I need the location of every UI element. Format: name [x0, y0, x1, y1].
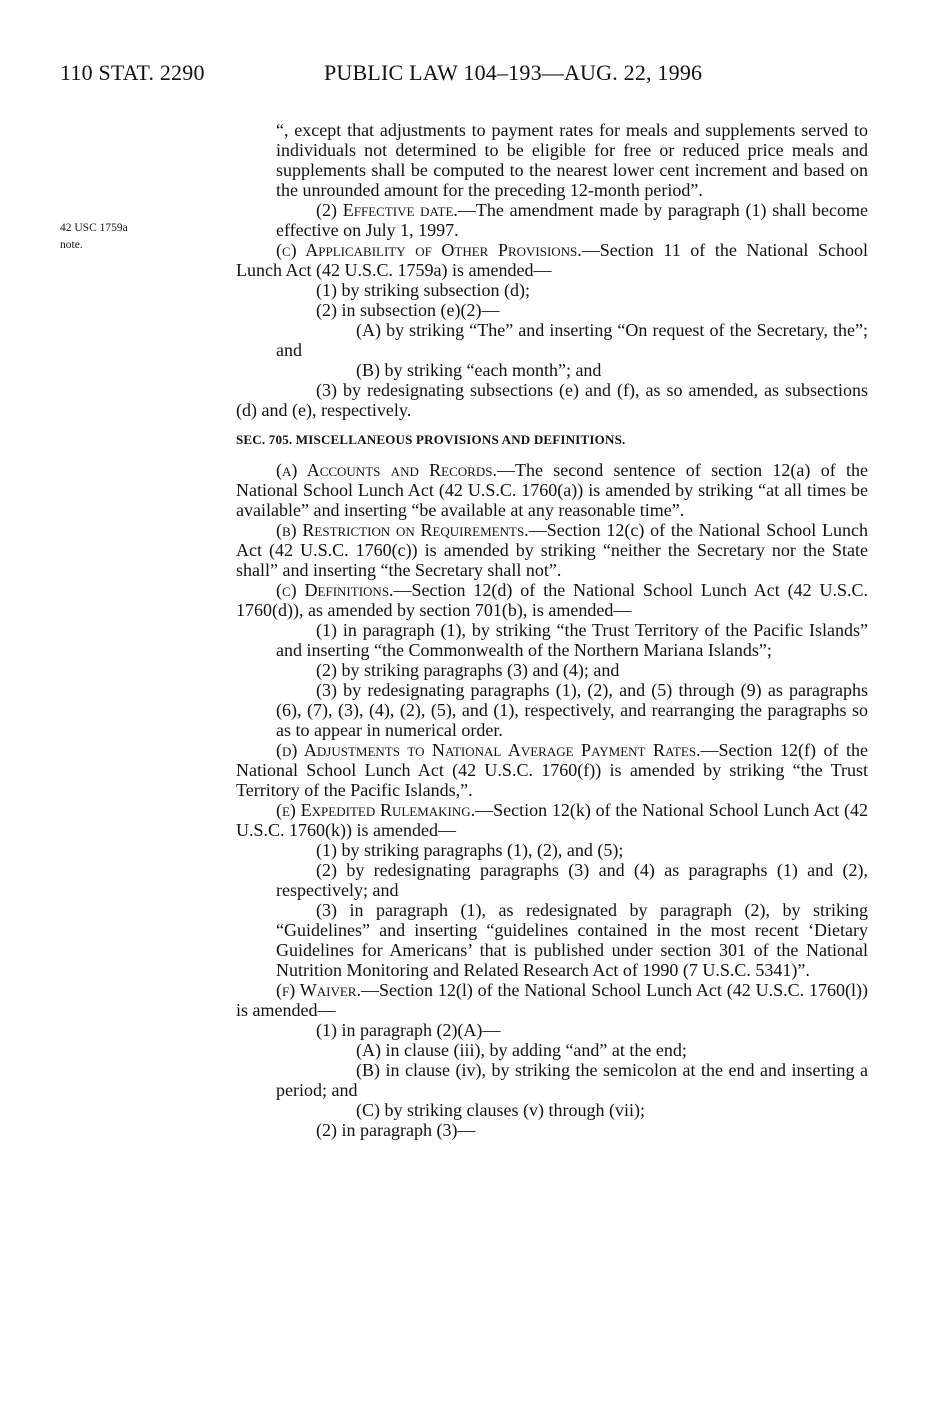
- definitions-heading: (c) Definitions.: [276, 580, 394, 600]
- subsection-b: [236, 520, 868, 580]
- definitions-item-1: (1) in paragraph (1), by striking “the Trust Territory of the Pacific Islands” and inserting “the Commonwealth of the Northern Mariana Islands”;: [276, 620, 868, 660]
- effective-date-paragraph: [236, 200, 868, 240]
- subsection-e-heading: (e) Expedited Rulemaking.: [276, 800, 476, 820]
- quote-continuation: “, except that adjustments to payment rates for meals and supplements served to individuals not determined to be eligible for free or reduced price meals and supplements shall be computed to the nearest lower cent increment and based on the unrounded amount for the preceding 12-month period”.: [276, 120, 868, 200]
- subsection-f-item-2: (2) in paragraph (3)—: [316, 1120, 476, 1140]
- subsection-e-text: —Section 12(k) of the National School Lunch Act (42 U.S.C. 1760(k)) is amended—: [236, 800, 869, 840]
- subsection-c-text: —Section 11 of the National School Lunch Act (42 U.S.C. 1759a) is amended—: [236, 240, 868, 280]
- subsection-f-item-1b: (B) in clause (iv), by striking the semicolon at the end and inserting a period; and: [276, 1060, 868, 1100]
- document-body: [236, 120, 868, 1140]
- margin-note-label: note.: [60, 239, 83, 251]
- subsection-d-heading: (d) Adjustments to National Average Payment Rates.: [276, 740, 701, 760]
- subsection-e: [236, 800, 868, 840]
- subsection-e-item-1: (1) by striking paragraphs (1), (2), and (5);: [316, 840, 624, 860]
- subsection-e-item-3: (3) in paragraph (1), as redesignated by paragraph (2), by striking “Guidelines” and inserting “guidelines contained in the most recent ‘Dietary Guidelines for Americans’ that is published under section 301 of the National Nutrition Monitoring and Related Research Act of 1990 (7 U.S.C. 5341)”.: [276, 900, 868, 980]
- subsection-d: [236, 740, 868, 800]
- margin-note: [60, 220, 128, 254]
- subsection-c-heading: (c) Applicability of Other Provisions.: [276, 240, 582, 260]
- subsection-f-item-1a: (A) in clause (iii), by adding “and” at the end;: [356, 1040, 687, 1060]
- subsection-a-heading: (a) Accounts and Records.: [276, 460, 497, 480]
- subsection-c-item-1: (1) by striking subsection (d);: [316, 280, 530, 300]
- margin-note-citation: 42 USC 1759a: [60, 222, 128, 234]
- effective-date-heading: (2) Effective date.: [316, 200, 458, 220]
- subsection-c-item-3: (3) by redesignating subsections (e) and (f), as so amended, as subsections (d) and (e), respectively.: [236, 380, 868, 420]
- subsection-c-item-2b: (B) by striking “each month”; and: [356, 360, 602, 380]
- definitions-item-2: (2) by striking paragraphs (3) and (4); and: [316, 660, 620, 680]
- subsection-a-text: —The second sentence of section 12(a) of the National School Lunch Act (42 U.S.C. 1760(a)) is amended by striking “at all times be available” and inserting “be available at any reasonable time”.: [236, 460, 868, 520]
- subsection-a: [236, 460, 868, 520]
- definitions-text: —Section 12(d) of the National School Lunch Act (42 U.S.C. 1760(d)), as amended by section 701(b), is amended—: [236, 580, 868, 620]
- definitions-item-3: (3) by redesignating paragraphs (1), (2), and (5) through (9) as paragraphs (6), (7), (3), (4), (2), (5), and (1), respectively, and rearranging the paragraphs so as to appear in numerical order.: [276, 680, 868, 740]
- subsection-c-item-2a: (A) by striking “The” and inserting “On request of the Secretary, the”; and: [276, 320, 868, 360]
- subsection-c-item-2: (2) in subsection (e)(2)—: [316, 300, 500, 320]
- subsection-f-item-1c: (C) by striking clauses (v) through (vii);: [356, 1100, 645, 1120]
- subsection-b-heading: (b) Restriction on Requirements.: [276, 520, 529, 540]
- stat-page-number: 110 STAT. 2290: [60, 60, 205, 85]
- subsection-e-item-2: (2) by redesignating paragraphs (3) and (4) as paragraphs (1) and (2), respectively; and: [276, 860, 868, 900]
- subsection-c: [236, 240, 868, 280]
- section-heading: SEC. 705. MISCELLANEOUS PROVISIONS AND DEFINITIONS.: [236, 432, 626, 447]
- subsection-f-heading: (f) Waiver.: [276, 980, 361, 1000]
- effective-date-text: —The amendment made by paragraph (1) shall become effective on July 1, 1997.: [276, 200, 869, 240]
- subsection-c-definitions: [236, 580, 868, 620]
- subsection-d-text: —Section 12(f) of the National School Lunch Act (42 U.S.C. 1760(f)) is amended by striking “the Trust Territory of the Pacific Islands,”.: [236, 740, 868, 800]
- subsection-f: [236, 980, 868, 1020]
- subsection-f-item-1: (1) in paragraph (2)(A)—: [316, 1020, 501, 1040]
- subsection-b-text: —Section 12(c) of the National School Lunch Act (42 U.S.C. 1760(c)) is amended by striking “neither the Secretary nor the State shall” and inserting “the Secretary shall not”.: [236, 520, 868, 580]
- subsection-f-text: —Section 12(l) of the National School Lunch Act (42 U.S.C. 1760(l)) is amended—: [236, 980, 868, 1020]
- running-header: PUBLIC LAW 104–193—AUG. 22, 1996: [324, 60, 703, 85]
